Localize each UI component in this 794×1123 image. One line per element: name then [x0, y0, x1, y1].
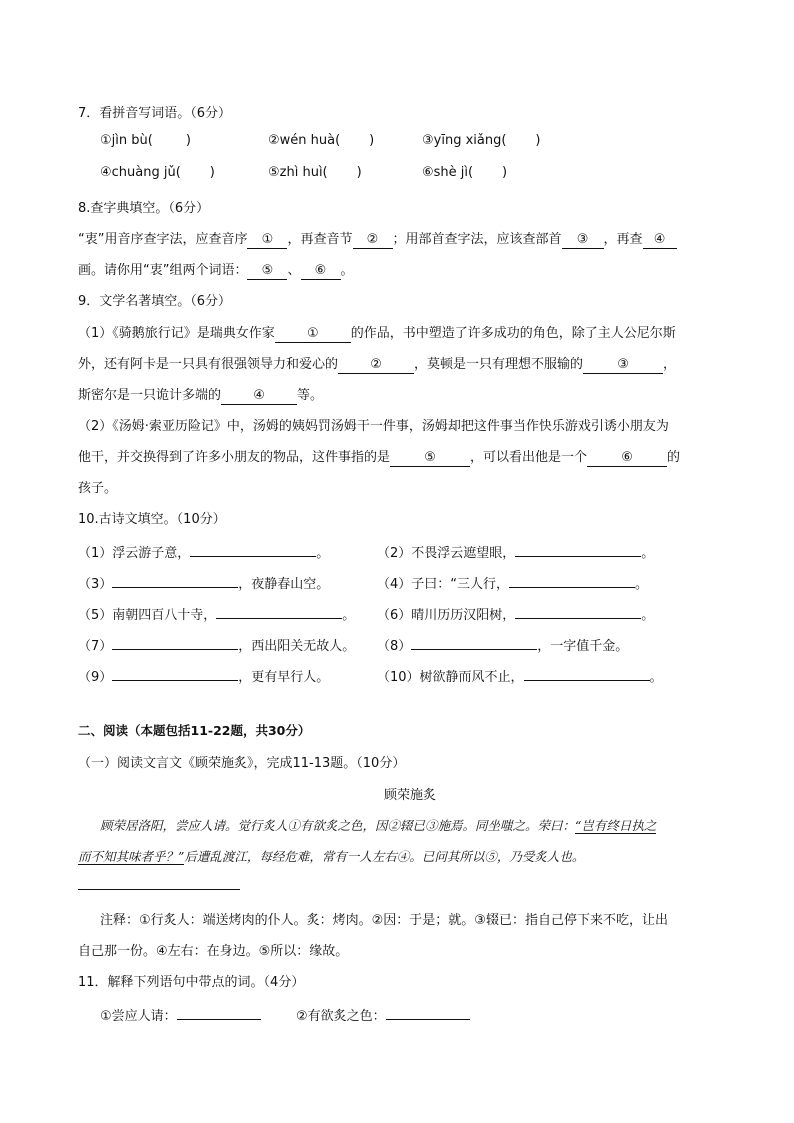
- blank[interactable]: [177, 1003, 261, 1020]
- note-line-2: 自己那一份。④左右：在身边。⑤所以：缘故。: [78, 944, 349, 959]
- q7-item-4: ④chuàng jǔ( ): [100, 165, 215, 180]
- blank[interactable]: [515, 540, 641, 557]
- blank[interactable]: [515, 602, 641, 619]
- q9-line-5: 他干，并交换得到了许多小朋友的物品，这件事指的是 ⑤ ，可以看出他是一个 ⑥ 的: [78, 450, 681, 465]
- q9-line-2: 外，还有阿卡是一只具有很强领导力和爱心的 ② ，莫顿是一只有理想不服输的 ③ ，: [78, 357, 677, 372]
- blank[interactable]: [112, 633, 238, 650]
- blank[interactable]: [509, 571, 635, 588]
- q7-item-2: ②wén huà( ): [268, 133, 375, 148]
- q7-item-5: ⑤zhì huì( ): [268, 165, 362, 180]
- blank[interactable]: ⑥: [301, 263, 341, 280]
- q10-title: 10.古诗文填空。（10分）: [78, 512, 226, 527]
- section-2-sub-1: （一）阅读文言文《顾荣施炙》，完成11-13题。（10分）: [78, 756, 406, 771]
- blank[interactable]: ③: [583, 357, 663, 374]
- blank[interactable]: [386, 1003, 470, 1020]
- blank[interactable]: [190, 540, 316, 557]
- passage-line-2: 而不知其味者乎？”后遭乱渡江，每经危难，常有一人左右④。已问其所以⑤，乃受炙人也。: [78, 849, 585, 864]
- poem-item-2: （2）不畏浮云遮望眼， 。: [377, 540, 654, 561]
- blank[interactable]: ③: [562, 232, 604, 249]
- blank[interactable]: ②: [338, 357, 414, 374]
- note-line-1: 注释：①行炙人：端送烤肉的仆人。炙：烤肉。②因：于是；就。③辍已：指自己停下来不吃，让出: [100, 913, 668, 928]
- blank[interactable]: ⑤: [390, 450, 470, 467]
- q8-title: 8.查字典填空。（6分）: [78, 201, 210, 216]
- poem-item-9: （9） ，更有早行人。: [78, 664, 329, 685]
- blank[interactable]: ①: [275, 326, 351, 343]
- blank[interactable]: [216, 602, 342, 619]
- blank[interactable]: [112, 571, 238, 588]
- poem-item-6: （6）晴川历历汉阳树， 。: [377, 602, 654, 623]
- blank[interactable]: [524, 664, 650, 681]
- footnote-divider: [78, 889, 240, 890]
- poem-item-5: （5）南朝四百八十寺， 。: [78, 602, 355, 623]
- poem-item-1: （1）浮云游子意， 。: [78, 540, 329, 561]
- poem-item-7: （7） ，西出阳关无故人。: [78, 633, 355, 654]
- q7-item-1: ①jìn bù( ): [100, 133, 191, 148]
- poem-item-4: （4）子曰：“三人行， 。: [377, 571, 648, 592]
- q7-item-3: ③yīng xiǎng( ): [422, 133, 541, 148]
- q7-title: 7．看拼音写词语。（6分）: [78, 106, 232, 121]
- q9-line-6: 孩子。: [78, 481, 118, 496]
- q9-line-4: （2）《汤姆·索亚历险记》中，汤姆的姨妈罚汤姆干一件事，汤姆却把这件事当作快乐游戏引诱小朋友为: [78, 419, 669, 434]
- section-2-title: 二、阅读（本题包括11-22题，共30分）: [78, 723, 311, 738]
- blank[interactable]: [411, 633, 537, 650]
- passage-line-1: 顾荣居洛阳，尝应人请。觉行炙人①有欲炙之色，因②辍已③施焉。同坐嗤之。荣曰：“岂有终日执之: [100, 818, 657, 833]
- blank[interactable]: ⑥: [587, 450, 667, 467]
- poem-item-10: （10）树欲静而风不止， 。: [377, 664, 663, 685]
- q7-item-6: ⑥shè jì( ): [422, 165, 508, 180]
- q8-line-1: “衷”用音序查字法，应查音序 ① ，再查音节 ② ；用部首查字法，应该查部首 ③ ，再查 ④: [78, 228, 677, 249]
- q8-line-2: 画。请你用“衷”组两个词语： ⑤ 、 ⑥ 。: [78, 263, 354, 278]
- blank[interactable]: ④: [221, 388, 297, 405]
- blank[interactable]: ②: [353, 232, 393, 249]
- passage-title: 顾荣施炙: [384, 788, 437, 803]
- blank[interactable]: ⑤: [247, 263, 287, 280]
- q11-item-b: ②有欲炙之色：: [296, 1003, 470, 1024]
- q9-title: 9．文学名著填空。（6分）: [78, 294, 232, 309]
- poem-item-3: （3） ，夜静春山空。: [78, 571, 329, 592]
- q9-line-3: 斯密尔是一只诡计多端的 ④ 等。: [78, 388, 324, 403]
- blank[interactable]: ①: [247, 232, 287, 249]
- poem-item-8: （8） ，一字值千金。: [377, 633, 628, 654]
- q11-item-a: ①尝应人请：: [100, 1003, 261, 1024]
- blank[interactable]: [112, 664, 238, 681]
- q11-title: 11．解释下列语句中带点的词。（4分）: [78, 975, 305, 990]
- q9-line-1: （1）《骑鹅旅行记》是瑞典女作家 ① 的作品，书中塑造了许多成功的角色，除了主人公尼尔斯: [78, 326, 676, 341]
- blank[interactable]: ④: [643, 232, 677, 249]
